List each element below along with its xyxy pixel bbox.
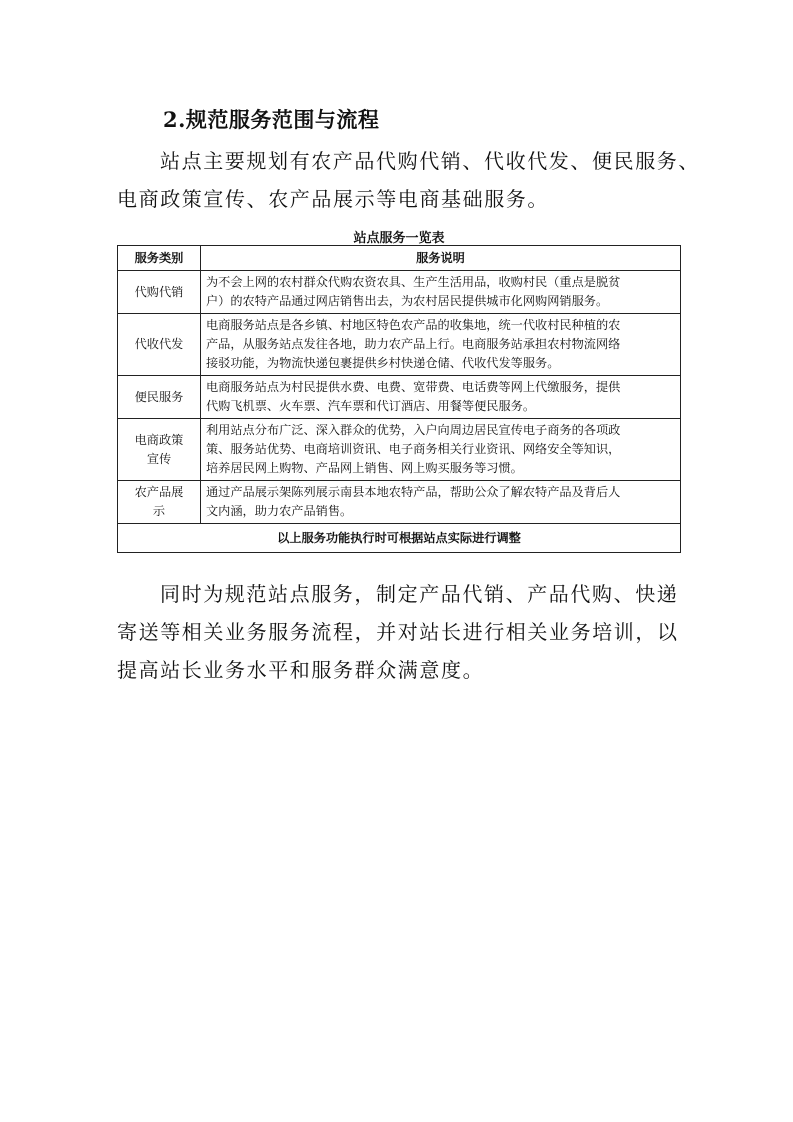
category-line: 农产品展 xyxy=(134,485,184,499)
header-category: 服务类别 xyxy=(118,246,201,271)
description-line: 利用站点分布广泛、深入群众的优势，入户向周边居民宣传电子商务的各项政 xyxy=(206,423,621,437)
description-line: 为不会上网的农村群众代购农资农具、生产生活用品，收购村民（重点是脱贫 xyxy=(206,275,621,289)
category-line: 便民服务 xyxy=(134,389,184,404)
category-cell xyxy=(118,419,201,481)
category-cell xyxy=(118,376,201,419)
description-line: 培养居民网上购物、产品网上销售、网上购买服务等习惯。 xyxy=(206,461,523,475)
closing-line: 同时为规范站点服务，制定产品代销、产品代购、快递 xyxy=(160,582,679,606)
description-cell xyxy=(201,271,681,314)
description-line: 户）的农特产品通过网店销售出去，为农村居民提供城市化网购网销服务。 xyxy=(206,294,609,308)
table-header-row xyxy=(118,246,681,271)
closing-line: 提高站长业务水平和服务群众满意度。 xyxy=(117,658,485,682)
closing-paragraph xyxy=(117,575,677,689)
description-line: 策、服务站优势、电商培训资讯、电子商务相关行业资讯、网络安全等知识， xyxy=(206,442,621,456)
closing-line: 寄送等相关业务服务流程，并对站长进行相关业务培训，以 xyxy=(117,620,679,644)
table-footer-row xyxy=(118,524,681,553)
category-cell xyxy=(118,481,201,524)
description-cell xyxy=(201,419,681,481)
description-cell xyxy=(201,481,681,524)
table-row xyxy=(118,481,681,524)
description-line: 通过产品展示架陈列展示南县本地农特产品，帮助公众了解农特产品及背后人 xyxy=(206,485,621,499)
description-line: 代购飞机票、火车票、汽车票和代订酒店、用餐等便民服务。 xyxy=(206,399,536,413)
category-line: 代收代发 xyxy=(134,337,184,351)
table-row xyxy=(118,419,681,481)
description-line: 产品，从服务站点发往各地，助力农产品上行。电商服务站承担农村物流网络 xyxy=(206,337,621,351)
category-line: 示 xyxy=(152,504,166,518)
table-footer-note: 以上服务功能执行时可根据站点实际进行调整 xyxy=(118,524,681,553)
category-line: 电商政策 xyxy=(134,432,184,447)
category-cell xyxy=(118,271,201,314)
description-line: 电商服务站点是各乡镇、村地区特色农产品的收集地，统一代收村民种植的农 xyxy=(206,318,621,332)
table-row xyxy=(118,376,681,419)
intro-line: 站点主要规划有农产品代购代销、代收代发、便民服务、 xyxy=(160,149,700,173)
section-heading: 2.规范服务范围与流程 xyxy=(163,107,380,132)
table-row xyxy=(118,271,681,314)
table-caption: 站点服务一览表 xyxy=(353,231,445,246)
service-table xyxy=(117,245,681,553)
description-line: 接驳功能，为物流快递包裹提供乡村快递仓储、代收代发等服务。 xyxy=(206,356,560,370)
description-cell xyxy=(201,376,681,419)
intro-paragraph xyxy=(117,142,700,218)
description-cell xyxy=(201,314,681,376)
description-line: 文内涵，助力农产品销售。 xyxy=(206,504,353,518)
intro-line: 电商政策宣传、农产品展示等电商基础服务。 xyxy=(117,187,549,211)
table-row xyxy=(118,314,681,376)
category-line: 宣传 xyxy=(146,451,172,466)
category-line: 代购代销 xyxy=(134,284,184,299)
description-line: 电商服务站点为村民提供水费、电费、宽带费、电话费等网上代缴服务，提供 xyxy=(206,380,621,394)
header-description: 服务说明 xyxy=(201,246,681,271)
category-cell xyxy=(118,314,201,376)
